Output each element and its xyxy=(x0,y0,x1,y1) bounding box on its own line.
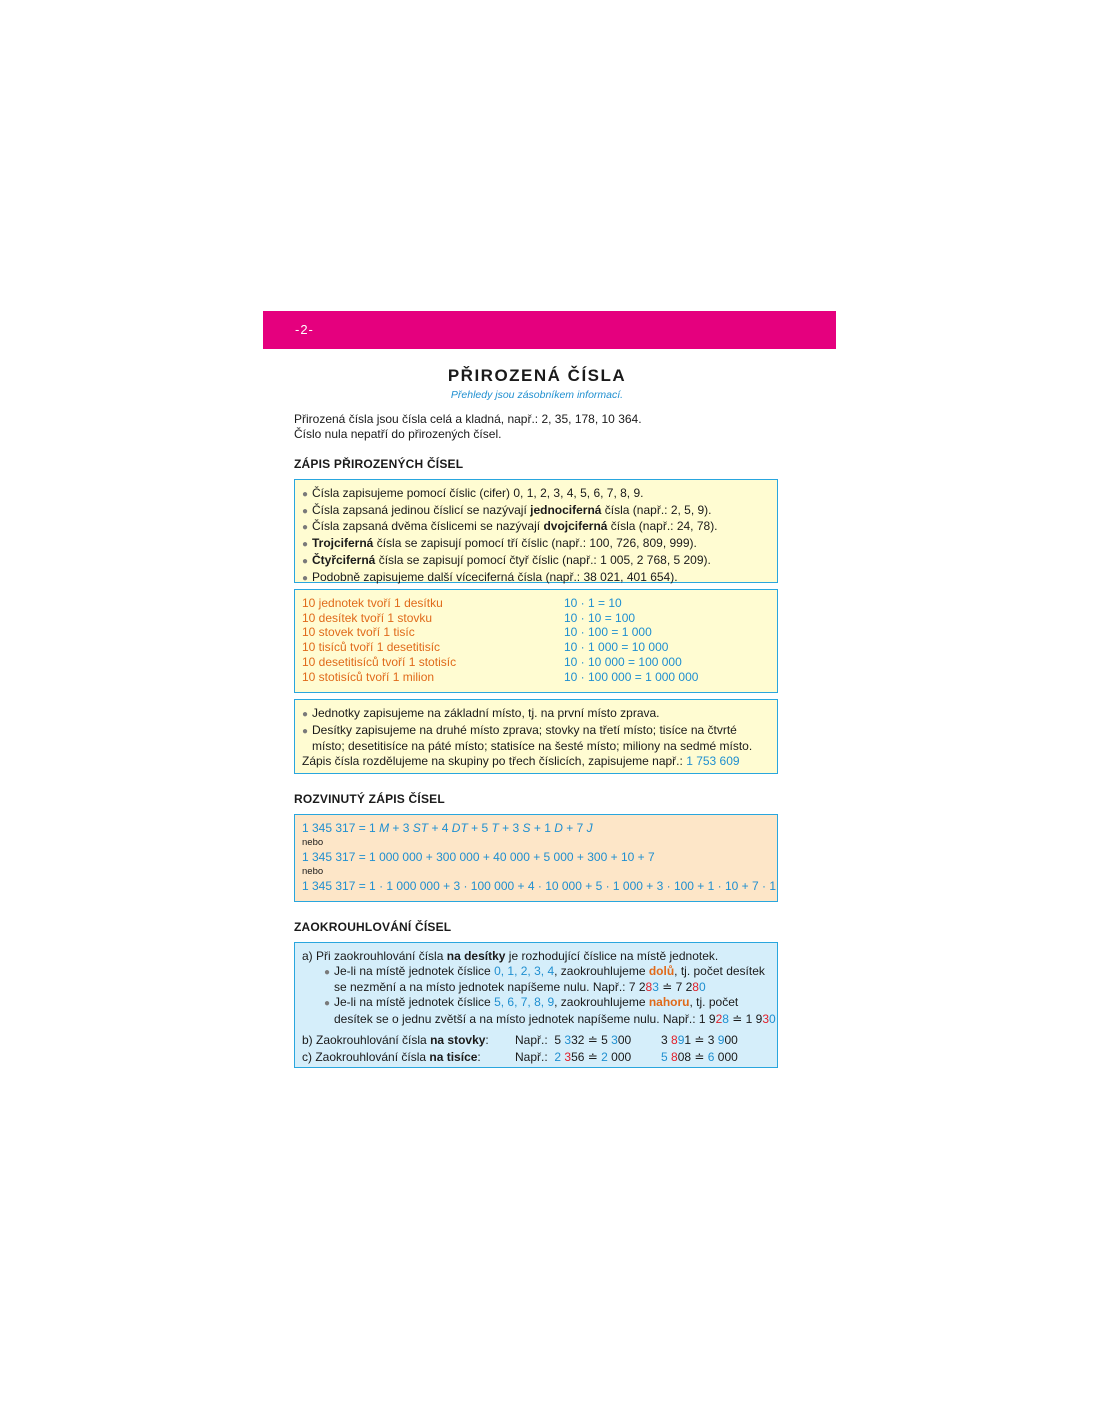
page-title: PŘIROZENÁ ČÍSLA xyxy=(447,366,627,385)
list-item: ● Podobně zapisujeme další víceciferná čísla (např.: 38 021, 401 654). xyxy=(302,570,770,587)
bullet-icon: ● xyxy=(302,505,309,517)
notation-box xyxy=(294,479,778,583)
page-number: -2- xyxy=(295,322,314,337)
units-table-box xyxy=(294,589,778,693)
list-item: ● Jednotky zapisujeme na základní místo, tj. na první místo zprava. xyxy=(302,706,770,723)
section-heading-zapis: ZÁPIS PŘIROZENÝCH ČÍSEL xyxy=(294,457,464,471)
list-item-continuation: desítek se o jednu zvětší a na místo jednotek napíšeme nulu. Např.: 1 928 ≐ 1 930 xyxy=(334,1011,776,1026)
bullet-icon: ● xyxy=(302,572,309,584)
intro-line: Číslo nula nepatří do přirozených čísel. xyxy=(294,427,502,441)
bullet-icon: ● xyxy=(302,522,309,534)
table-row: 10 jednotek tvoří 1 desítku 10 · 1 = 10 xyxy=(302,596,622,610)
list-item-continuation: se nezmění a na místo jednotek napíšeme nulu. Např.: 7 283 ≐ 7 280 xyxy=(334,980,706,995)
list-item: ● Je-li na místě jednotek číslice 0, 1, 2, 3, 4, zaokrouhlujeme dolů, tj. počet desítek xyxy=(302,964,770,981)
place-value-box xyxy=(294,699,778,774)
list-item: ● Čísla zapsaná dvěma číslicemi se nazývají dvojciferná čísla (např.: 24, 78). xyxy=(302,519,770,536)
list-item: ● Trojciferná čísla se zapisují pomocí tří číslic (např.: 100, 726, 809, 999). xyxy=(302,536,770,553)
list-item: ● Čísla zapsaná jedinou číslicí se nazývají jednociferná čísla (např.: 2, 5, 9). xyxy=(302,503,770,520)
bullet-icon: ● xyxy=(324,998,331,1010)
list-item: ● Desítky zapisujeme na druhé místo zprava; stovky na třetí místo; tisíce na čtvrté xyxy=(302,723,770,740)
expanded-line-2: 1 345 317 = 1 000 000 + 300 000 + 40 000 + 5 000 + 300 + 10 + 7 xyxy=(302,850,655,865)
bullet-icon: ● xyxy=(302,709,309,720)
list-item: ● Čísla zapisujeme pomocí číslic (cifer) 0, 1, 2, 3, 4, 5, 6, 7, 8, 9. xyxy=(302,486,770,503)
table-row: 10 desítek tvoří 1 stovku 10 · 10 = 100 xyxy=(302,610,636,625)
table-row: 10 stovek tvoří 1 tisíc 10 · 100 = 1 000 xyxy=(302,625,652,640)
header-band xyxy=(263,311,836,349)
rounding-b-row: b) Zaokrouhlování čísla na stovky: Např.: 5 332 ≐ 5 300 3 891 ≐ 3 900 xyxy=(302,1032,738,1047)
bullet-icon: ● xyxy=(302,725,309,737)
rounding-a-line: a) Při zaokrouhlování čísla na desítky je rozhodující číslice na místě jednotek. xyxy=(302,949,719,963)
section-heading-zaokrouhlovani: ZAOKROUHLOVÁNÍ ČÍSEL xyxy=(294,920,452,934)
list-item: ● Je-li na místě jednotek číslice 5, 6, 7, 8, 9, zaokrouhlujeme nahoru, tj. počet xyxy=(302,995,770,1012)
expanded-notation-box xyxy=(294,814,778,902)
intro-text xyxy=(294,412,642,442)
bullet-icon: ● xyxy=(302,489,309,500)
or-label: nebo xyxy=(302,836,324,848)
table-row: 10 desetitisíců tvoří 1 stotisíc 10 · 10 000 = 100 000 xyxy=(302,654,682,669)
list-item: ● Čtyřciferná čísla se zapisují pomocí čtyř číslic (např.: 1 005, 2 768, 5 209). xyxy=(302,553,770,570)
expanded-line-3: 1 345 317 = 1 · 1 000 000 + 3 · 100 000 + 4 · 10 000 + 5 · 1 000 + 3 · 100 + 1 · 10 + 7 · 1 xyxy=(302,879,777,894)
or-label: nebo xyxy=(302,865,324,877)
bullet-icon: ● xyxy=(324,966,331,978)
list-item-continuation: místo; desetitisíce na páté místo; statisíce na šesté místo; miliony na sedmé místo. xyxy=(312,739,753,754)
expanded-line-1: 1 345 317 = 1 M + 3 ST + 4 DT + 5 T + 3 S + 1 D + 7 J xyxy=(302,821,593,835)
table-row: 10 tisíců tvoří 1 desetitisíc 10 · 1 000 = 10 000 xyxy=(302,640,669,655)
table-row: 10 stotisíců tvoří 1 milion 10 · 100 000 = 1 000 000 xyxy=(302,669,699,684)
bullet-icon: ● xyxy=(302,555,309,567)
page-subtitle: Přehledy jsou zásobníkem informací. xyxy=(450,389,624,401)
bullet-icon: ● xyxy=(302,539,309,551)
section-heading-rozvinuty: ROZVINUTÝ ZÁPIS ČÍSEL xyxy=(294,792,445,806)
intro-line: Přirozená čísla jsou čísla celá a kladná, např.: 2, 35, 178, 10 364. xyxy=(294,412,642,426)
rounding-box xyxy=(294,942,778,1068)
grouping-line: Zápis čísla rozdělujeme na skupiny po třech číslicích, zapisujeme např.: 1 753 609 xyxy=(302,754,740,769)
rounding-c-row: c) Zaokrouhlování čísla na tisíce: Např.: 2 356 ≐ 2 000 5 808 ≐ 6 000 xyxy=(302,1050,738,1065)
